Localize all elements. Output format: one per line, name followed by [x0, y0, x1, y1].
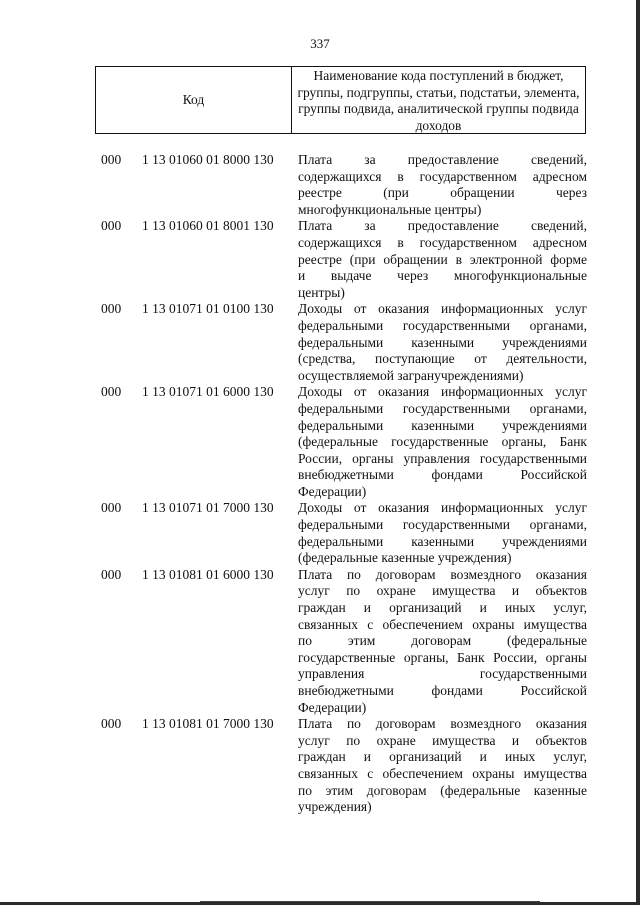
income-description [298, 152, 587, 218]
code-list [0, 152, 640, 816]
description-line: государственные органы, Банк России, органы [298, 649, 587, 665]
description-line: Доходы от оказания информационных услуг [298, 384, 587, 400]
income-code: 1 13 01071 01 6000 130 [142, 384, 274, 400]
income-code: 1 13 01081 01 6000 130 [142, 566, 274, 582]
description-line: связанных с обеспечением охраны имущества [298, 616, 587, 632]
description-line: управления государственными [298, 666, 587, 682]
admin-code: 000 [101, 301, 122, 317]
description-line: Федерации) [298, 699, 367, 715]
description-line: учреждения) [298, 799, 372, 815]
admin-code: 000 [101, 566, 122, 582]
description-line: услуг по охране имущества и объектов [298, 732, 587, 748]
table-row [0, 384, 640, 500]
description-line: связанных с обеспечением охраны имущества [298, 765, 587, 781]
header-code-column: Код [96, 67, 292, 133]
admin-code: 000 [101, 152, 122, 167]
description-line: центры) [298, 284, 345, 300]
income-description [298, 301, 587, 384]
income-code: 1 13 01081 01 7000 130 [142, 716, 274, 732]
description-line: содержащихся в государственном адресном [298, 168, 587, 184]
table-row [0, 152, 640, 218]
description-line: содержащихся в государственном адресном [298, 234, 587, 250]
income-description [298, 384, 587, 500]
description-line: граждан и организаций и иных услуг, [298, 600, 587, 616]
income-description [298, 567, 587, 716]
description-line: внебюджетными фондами Российской [298, 467, 587, 483]
description-line: граждан и организаций и иных услуг, [298, 749, 587, 765]
description-line: (федеральные государственные органы, Банк [298, 434, 587, 450]
description-line: реестре (при обращении через [298, 185, 587, 201]
description-line: многофункциональные центры) [298, 201, 482, 217]
description-line: по этим договорам (федеральные [298, 633, 587, 649]
table-row [0, 716, 640, 816]
description-line: внебюджетными фондами Российской [298, 683, 587, 698]
table-row [0, 218, 640, 301]
description-line: (средства, поступающие от деятельности, [298, 351, 587, 367]
description-line: Федерации) [298, 483, 367, 499]
table-row [0, 567, 640, 716]
description-line: федеральными казенными учреждениями [298, 417, 587, 433]
description-line: федеральными государственными органами, [298, 517, 587, 533]
admin-code: 000 [101, 716, 122, 732]
description-line: Плата по договорам возмездного оказания [298, 716, 587, 732]
admin-code: 000 [101, 384, 122, 400]
description-line: России, органы управления государственными [298, 450, 587, 466]
income-code: 1 13 01071 01 7000 130 [142, 500, 274, 516]
page-number: 337 [310, 36, 330, 51]
income-description [298, 218, 587, 301]
description-line: реестре (при обращении в электронной форме [298, 251, 587, 267]
header-name-column: Наименование кода поступлений в бюджет, группы, подгруппы, статьи, подстатьи, элемента, группы подвида, аналитической группы подвида доходов [297, 68, 580, 133]
description-line: федеральными казенными учреждениями [298, 334, 587, 350]
income-description [298, 500, 587, 566]
description-line: услуг по охране имущества и объектов [298, 583, 587, 599]
description-line: Доходы от оказания информационных услуг [298, 301, 587, 317]
table-row [0, 301, 640, 384]
scan-edge-right [636, 0, 640, 905]
description-line: федеральными государственными органами, [298, 317, 587, 333]
description-line: Плата по договорам возмездного оказания [298, 566, 587, 582]
admin-code: 000 [101, 218, 122, 234]
table-row [0, 500, 640, 566]
income-code: 1 13 01071 01 0100 130 [142, 301, 274, 317]
income-code: 1 13 01060 01 8001 130 [142, 218, 274, 234]
description-line: федеральными казенными учреждениями [298, 533, 587, 549]
description-line: по этим договорам (федеральные казенные [298, 782, 587, 798]
income-description [298, 716, 587, 816]
description-line: Плата за предоставление сведений, [298, 218, 587, 234]
description-line: Плата за предоставление сведений, [298, 152, 587, 167]
income-code: 1 13 01060 01 8000 130 [142, 152, 274, 167]
table-header [95, 66, 586, 134]
description-line: (федеральные казенные учреждения) [298, 550, 512, 566]
admin-code: 000 [101, 500, 122, 516]
description-line: и выдаче через многофункциональные [298, 268, 587, 284]
description-line: осуществляемой загранучреждениями) [298, 367, 524, 383]
description-line: федеральными государственными органами, [298, 400, 587, 416]
description-line: Доходы от оказания информационных услуг [298, 500, 587, 516]
